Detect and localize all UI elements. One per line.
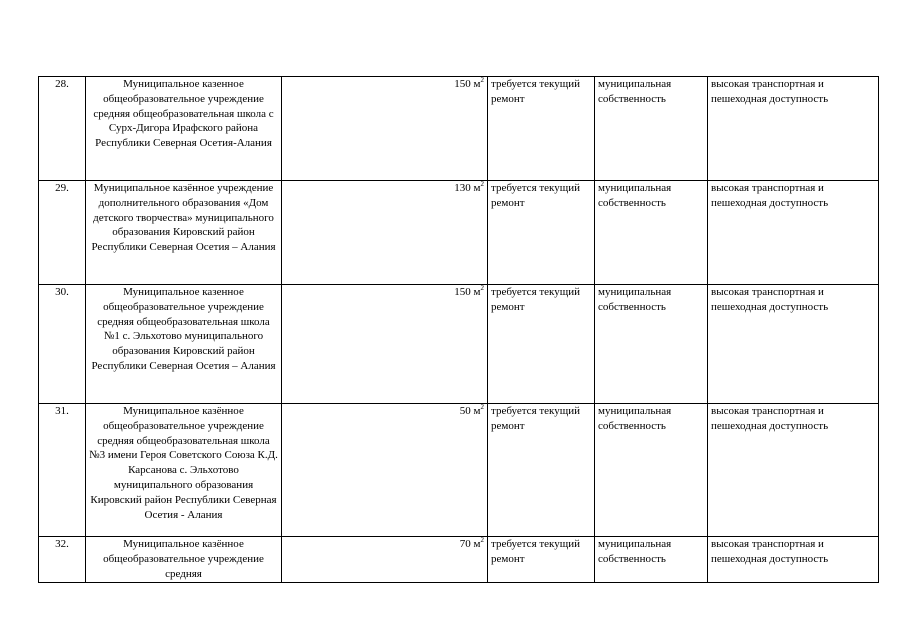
area-value: 50 м: [459, 405, 481, 417]
ownership-cell: муниципальная собственность: [595, 537, 708, 583]
area-value: 150 м: [454, 286, 481, 298]
institution-name: Муниципальное казённое общеобразовательное учреждение средняя общеобразовательная школа №3 имени Героя Советского Союза К.Д. Карсанова с. Эльхотово муниципального образования Кировский район Республики Северная Осетия - Алания: [86, 404, 282, 537]
row-number: 32.: [39, 537, 86, 583]
institution-name: Муниципальное казенное общеобразовательное учреждение средняя общеобразовательная школа №1 с. Эльхотово муниципального образования Кировский район Республики Северная Осетия – Алания: [86, 285, 282, 404]
area-unit-exponent: 2: [480, 284, 484, 292]
ownership-cell: муниципальная собственность: [595, 285, 708, 404]
area-value: 70 м: [459, 538, 481, 550]
accessibility-cell: высокая транспортная и пешеходная доступность: [708, 181, 879, 285]
area-unit-exponent: 2: [480, 403, 484, 411]
area-value: 150 м: [454, 78, 481, 90]
area-cell: [282, 404, 488, 537]
condition-cell: требуется текущий ремонт: [488, 181, 595, 285]
property-table: [38, 76, 879, 583]
area-cell: [282, 181, 488, 285]
area-unit-exponent: 2: [480, 76, 484, 84]
area-cell: [282, 285, 488, 404]
ownership-cell: муниципальная собственность: [595, 77, 708, 181]
area-cell: [282, 537, 488, 583]
row-number: 29.: [39, 181, 86, 285]
condition-cell: требуется текущий ремонт: [488, 77, 595, 181]
row-number: 28.: [39, 77, 86, 181]
area-unit-exponent: 2: [480, 180, 484, 188]
table-row: [39, 285, 879, 404]
accessibility-cell: высокая транспортная и пешеходная доступность: [708, 285, 879, 404]
table-row: [39, 537, 879, 583]
row-number: 30.: [39, 285, 86, 404]
table-row: [39, 77, 879, 181]
condition-cell: требуется текущий ремонт: [488, 285, 595, 404]
institution-name: Муниципальное казённое общеобразовательное учреждение средняя: [86, 537, 282, 583]
table-row: [39, 181, 879, 285]
area-unit-exponent: 2: [480, 536, 484, 544]
ownership-cell: муниципальная собственность: [595, 404, 708, 537]
table-row: [39, 404, 879, 537]
accessibility-cell: высокая транспортная и пешеходная доступность: [708, 537, 879, 583]
area-cell: [282, 77, 488, 181]
accessibility-cell: высокая транспортная и пешеходная доступность: [708, 404, 879, 537]
ownership-cell: муниципальная собственность: [595, 181, 708, 285]
institution-name: Муниципальное казённое учреждение дополнительного образования «Дом детского творчества» муниципального образования Кировский район Республики Северная Осетия – Алания: [86, 181, 282, 285]
row-number: 31.: [39, 404, 86, 537]
area-value: 130 м: [454, 182, 481, 194]
condition-cell: требуется текущий ремонт: [488, 537, 595, 583]
condition-cell: требуется текущий ремонт: [488, 404, 595, 537]
institution-name: Муниципальное казенное общеобразовательное учреждение средняя общеобразовательная школа с Сурх-Дигора Ирафского района Республики Северная Осетия-Алания: [86, 77, 282, 181]
accessibility-cell: высокая транспортная и пешеходная доступность: [708, 77, 879, 181]
